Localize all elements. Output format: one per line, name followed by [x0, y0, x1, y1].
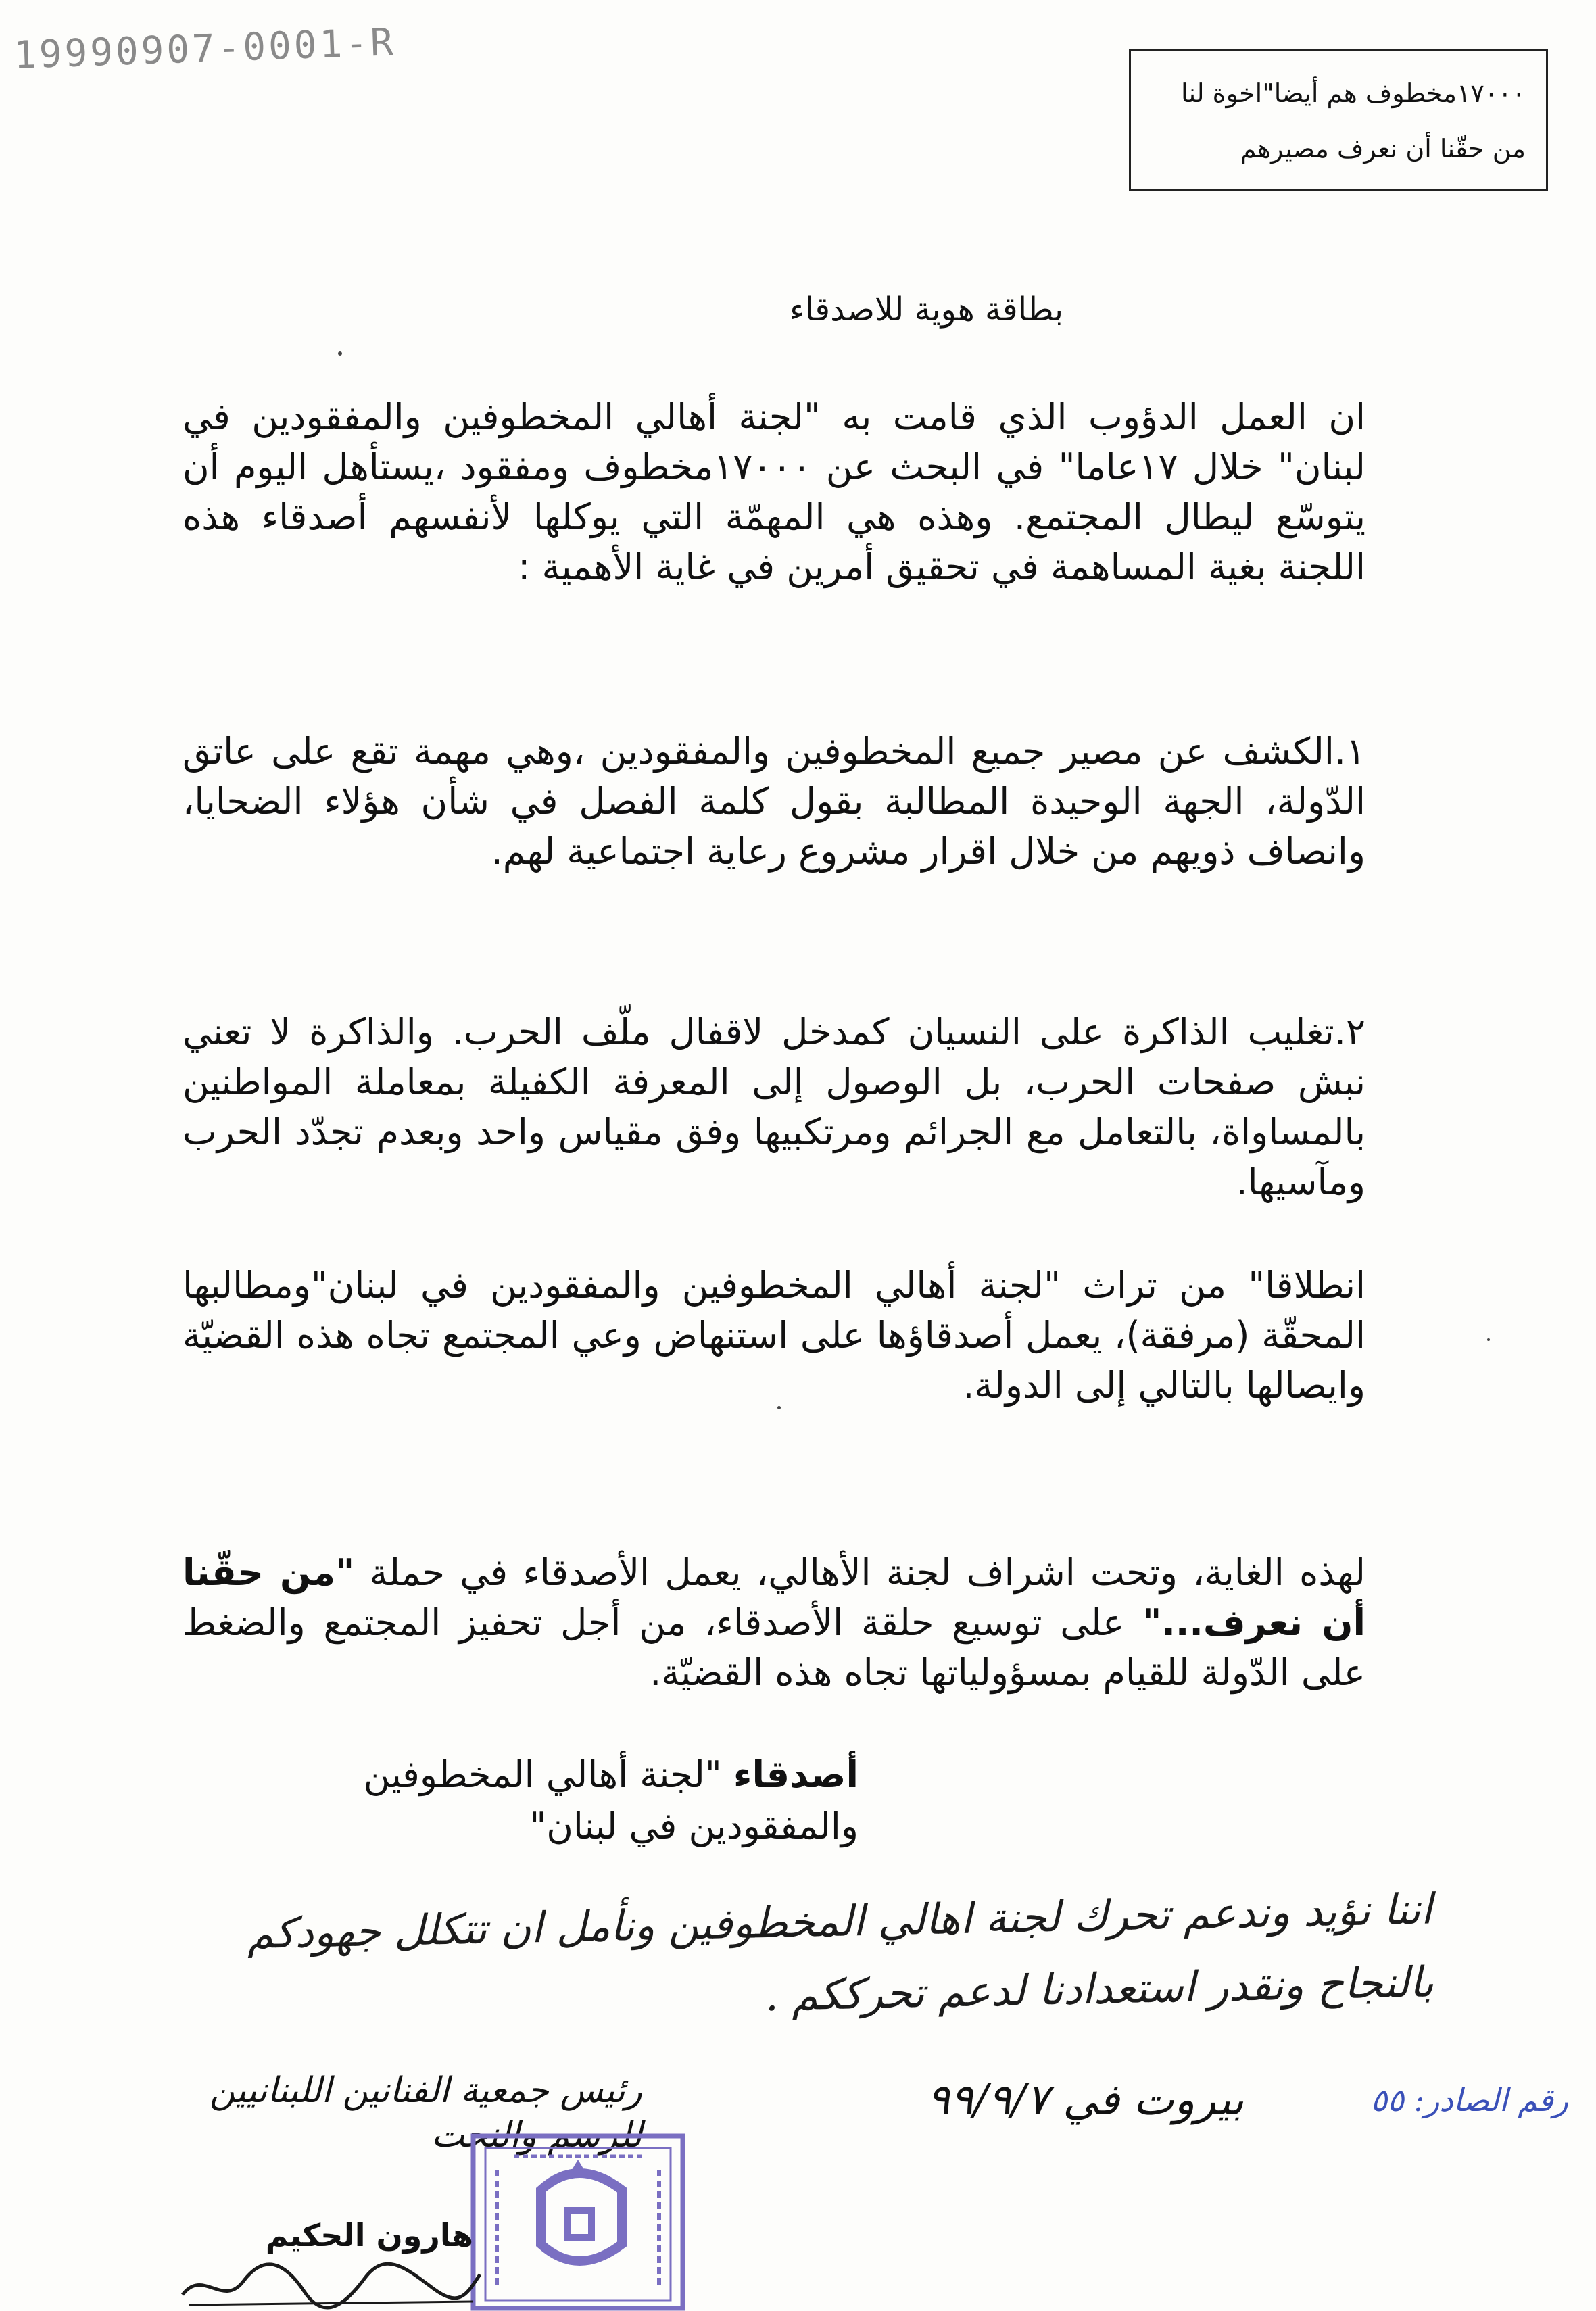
friends-of-committee — [237, 1749, 859, 1852]
handwritten-support-note: اننا نؤيد وندعم تحرك لجنة اهالي المخطوفين ونأمل ان تتكلل جهودكم بالنجاح ونقدر استعدادنا لدعم تحرككم . — [246, 1884, 1434, 2021]
campaign-text-after: على توسيع حلقة الأصدقاء، من أجل تحفيز المجتمع والضغط على الدّولة للقيام بمسؤولياتها تجاه هذه القضيّة. — [183, 1601, 1365, 1694]
handwritten-signature — [176, 2254, 487, 2311]
archive-id: 19990907-0001-R — [13, 20, 397, 78]
paragraph-point-1: ١.الكشف عن مصير جميع المخطوفين والمفقودين ،وهي مهمة تقع على عاتق الدّولة، الجهة الوحيدة المطالبة بقول كلمة الفصل في شأن هؤلاء الضحايا، وانصاف ذويهم من خلال اقرار مشروع رعاية اجتماعية لهم. — [183, 730, 1365, 873]
scan-speck — [1487, 1338, 1490, 1341]
place-and-date: بيروت في ٩٩/٩/٧ — [927, 2075, 1244, 2125]
campaign-name: "من حقّنا أن نعرف..." — [183, 1551, 1366, 1644]
friends-bold-word: أصدقاء — [733, 1753, 859, 1796]
scan-speck — [777, 1406, 781, 1409]
signer-name: هارون الحكيم — [265, 2217, 473, 2254]
campaign-text-before: لهذه الغاية، وتحت اشراف لجنة الأهالي، يعمل الأصدقاء في حملة — [354, 1551, 1365, 1594]
header-line-2: من حقّنا أن نعرف مصيرهم — [1240, 134, 1526, 164]
paragraph-point-2: ٢.تغليب الذاكرة على النسيان كمدخل لاقفال ملّف الحرب. والذاكرة لا تعني نبش صفحات الحرب، بل الوصول إلى المعرفة الكفيلة بمعاملة المواطنين بالمساواة، بالتعامل مع الجرائم ومرتكبيها وفق مقياس واحد وبعدم تجدّد الحرب ومآسيها. — [183, 1011, 1365, 1203]
paragraph-intro: ان العمل الدؤوب الذي قامت به "لجنة أهالي المخطوفين والمفقودين في لبنان" خلال ١٧عاما" في البحث عن ١٧٠٠٠مخطوف ومفقود ،يستأهل اليوم أن يتوسّع ليطال المجتمع. وهذه هي المهمّة التي يوكلها لأنفسهم أصدقاء هذه اللجنة بغية المساهمة في تحقيق أمرين في غاية الأهمية : — [183, 395, 1365, 588]
signer-title-line-2: للرسم والنحت — [431, 2115, 642, 2156]
paragraph-heritage: انطلاقا" من تراث "لجنة أهالي المخطوفين والمفقودين في لبنان"ومطالبها المحقّة (مرفقة)، يعمل أصدقاؤها على استنهاض وعي المجتمع تجاه هذه القضيّة وايصالها بالتالي إلى الدولة. — [183, 1264, 1365, 1407]
scan-speck — [338, 351, 342, 356]
paragraph-campaign — [183, 1548, 1365, 1698]
document-title: بطاقة هوية للاصدقاء — [789, 291, 1064, 329]
reference-number: رقم الصادر: ٥٥ — [1370, 2082, 1568, 2118]
header-box — [1129, 49, 1548, 191]
friends-committee-name: "لجنة أهالي المخطوفين والمفقودين في لبنان" — [363, 1753, 859, 1847]
association-stamp — [466, 2129, 690, 2311]
header-line-1: ١٧٠٠٠مخطوف هم أيضا"اخوة لنا — [1180, 78, 1526, 108]
signer-title-line-1: رئيس جمعية الفنانين اللبنانيين — [209, 2070, 642, 2111]
